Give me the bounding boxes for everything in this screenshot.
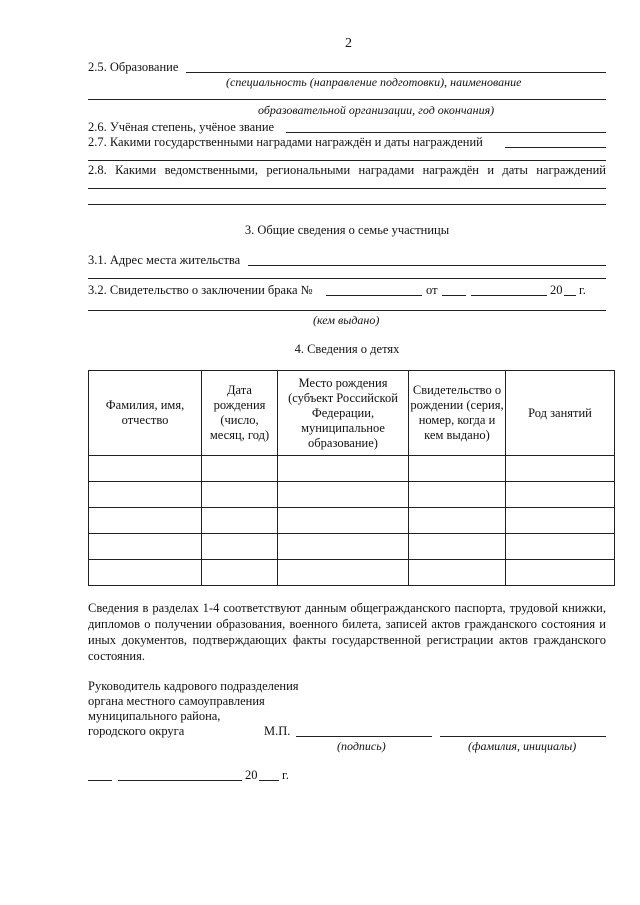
table-cell[interactable]: [89, 482, 202, 508]
table-row: [89, 456, 615, 482]
table-cell[interactable]: [409, 560, 506, 586]
table-cell[interactable]: [409, 534, 506, 560]
address-field[interactable]: [248, 265, 606, 266]
marriage-cert-issuer-field[interactable]: [88, 310, 606, 311]
signature-hint: (подпись): [337, 739, 386, 753]
date-month-field[interactable]: [118, 780, 242, 781]
table-cell[interactable]: [89, 456, 202, 482]
confirmation-text: Сведения в разделах 1-4 соответствуют данным общегражданского паспорта, трудовой книжки, дипломов о получении образования, военного билета, записей актов гражданского состояния и иных документов, подтверждающих факты государственной регистрации актов гражданского состояния.: [88, 601, 606, 663]
table-cell[interactable]: [278, 482, 409, 508]
table-cell[interactable]: [409, 482, 506, 508]
table-cell[interactable]: [409, 456, 506, 482]
table-cell[interactable]: [89, 560, 202, 586]
degree-label: 2.6. Учёная степень, учёное звание: [88, 120, 275, 134]
table-cell[interactable]: [278, 456, 409, 482]
name-initials-field[interactable]: [440, 736, 606, 737]
table-row: [89, 508, 615, 534]
table-cell[interactable]: [506, 534, 615, 560]
marriage-cert-year-suffix: г.: [579, 283, 586, 297]
education-hint-1: (специальность (направление подготовки), наименование: [226, 75, 522, 89]
table-cell[interactable]: [202, 482, 278, 508]
children-table: [88, 370, 615, 586]
date-year-suffix: г.: [282, 768, 289, 782]
marriage-cert-day-field[interactable]: [442, 295, 466, 296]
table-cell[interactable]: [506, 560, 615, 586]
address-label: 3.1. Адрес места жительства: [88, 253, 241, 267]
signature-line-1: Руководитель кадрового подразделения: [88, 679, 299, 693]
dept-awards-field-2[interactable]: [88, 204, 606, 205]
dept-awards-label: 2.8. Какими ведомственными, региональными наградами награждён и даты награждений: [88, 163, 606, 177]
table-cell[interactable]: [278, 560, 409, 586]
col-header-occupation: Род занятий: [506, 371, 615, 456]
page-number: 2: [345, 36, 352, 51]
table-cell[interactable]: [202, 534, 278, 560]
dept-awards-field-1[interactable]: [88, 188, 606, 189]
table-cell[interactable]: [89, 534, 202, 560]
marriage-cert-from-label: от: [426, 283, 438, 297]
name-initials-hint: (фамилия, инициалы): [468, 739, 577, 753]
signature-line-4: городского округа: [88, 724, 185, 738]
table-row: [89, 534, 615, 560]
signature-line-3: муниципального района,: [88, 709, 221, 723]
marriage-cert-year-field[interactable]: [564, 295, 576, 296]
marriage-cert-issuer-hint: (кем выдано): [313, 313, 380, 327]
marriage-cert-number-field[interactable]: [326, 295, 422, 296]
state-awards-field-2[interactable]: [88, 160, 606, 161]
table-cell[interactable]: [202, 456, 278, 482]
table-row: [89, 560, 615, 586]
table-cell[interactable]: [202, 508, 278, 534]
table-cell[interactable]: [506, 508, 615, 534]
section-4-title: 4. Сведения о детях: [294, 342, 400, 356]
stamp-place-label: М.П.: [264, 724, 291, 738]
education-label: 2.5. Образование: [88, 60, 179, 74]
date-year-prefix: 20: [245, 768, 258, 782]
state-awards-label: 2.7. Какими государственными наградами награждён и даты награждений: [88, 135, 483, 149]
table-cell[interactable]: [409, 508, 506, 534]
education-hint-2: образовательной организации, год окончания): [258, 103, 495, 117]
col-header-name: Фамилия, имя, отчество: [89, 371, 202, 456]
table-cell[interactable]: [89, 508, 202, 534]
table-cell[interactable]: [202, 560, 278, 586]
signature-line-2: органа местного самоуправления: [88, 694, 265, 708]
marriage-cert-month-field[interactable]: [471, 295, 547, 296]
col-header-birthdate: Дата рождения (число, месяц, год): [202, 371, 278, 456]
col-header-birthplace: Место рождения (субъект Российской Федерации, муниципальное образование): [278, 371, 409, 456]
address-field-2[interactable]: [88, 278, 606, 279]
signature-field[interactable]: [296, 736, 432, 737]
education-field-2[interactable]: [88, 99, 606, 100]
table-header-row: [89, 371, 615, 456]
marriage-cert-label: 3.2. Свидетельство о заключении брака №: [88, 283, 313, 297]
table-cell[interactable]: [278, 534, 409, 560]
table-row: [89, 482, 615, 508]
education-field[interactable]: [186, 72, 606, 73]
date-day-field[interactable]: [88, 780, 112, 781]
col-header-certificate: Свидетельство о рождении (серия, номер, когда и кем выдано): [409, 371, 506, 456]
state-awards-field[interactable]: [505, 147, 606, 148]
table-cell[interactable]: [506, 482, 615, 508]
date-year-field[interactable]: [259, 780, 279, 781]
marriage-cert-year-prefix: 20: [550, 283, 563, 297]
section-3-title: 3. Общие сведения о семье участницы: [244, 223, 450, 237]
degree-field[interactable]: [286, 132, 606, 133]
table-cell[interactable]: [506, 456, 615, 482]
table-cell[interactable]: [278, 508, 409, 534]
